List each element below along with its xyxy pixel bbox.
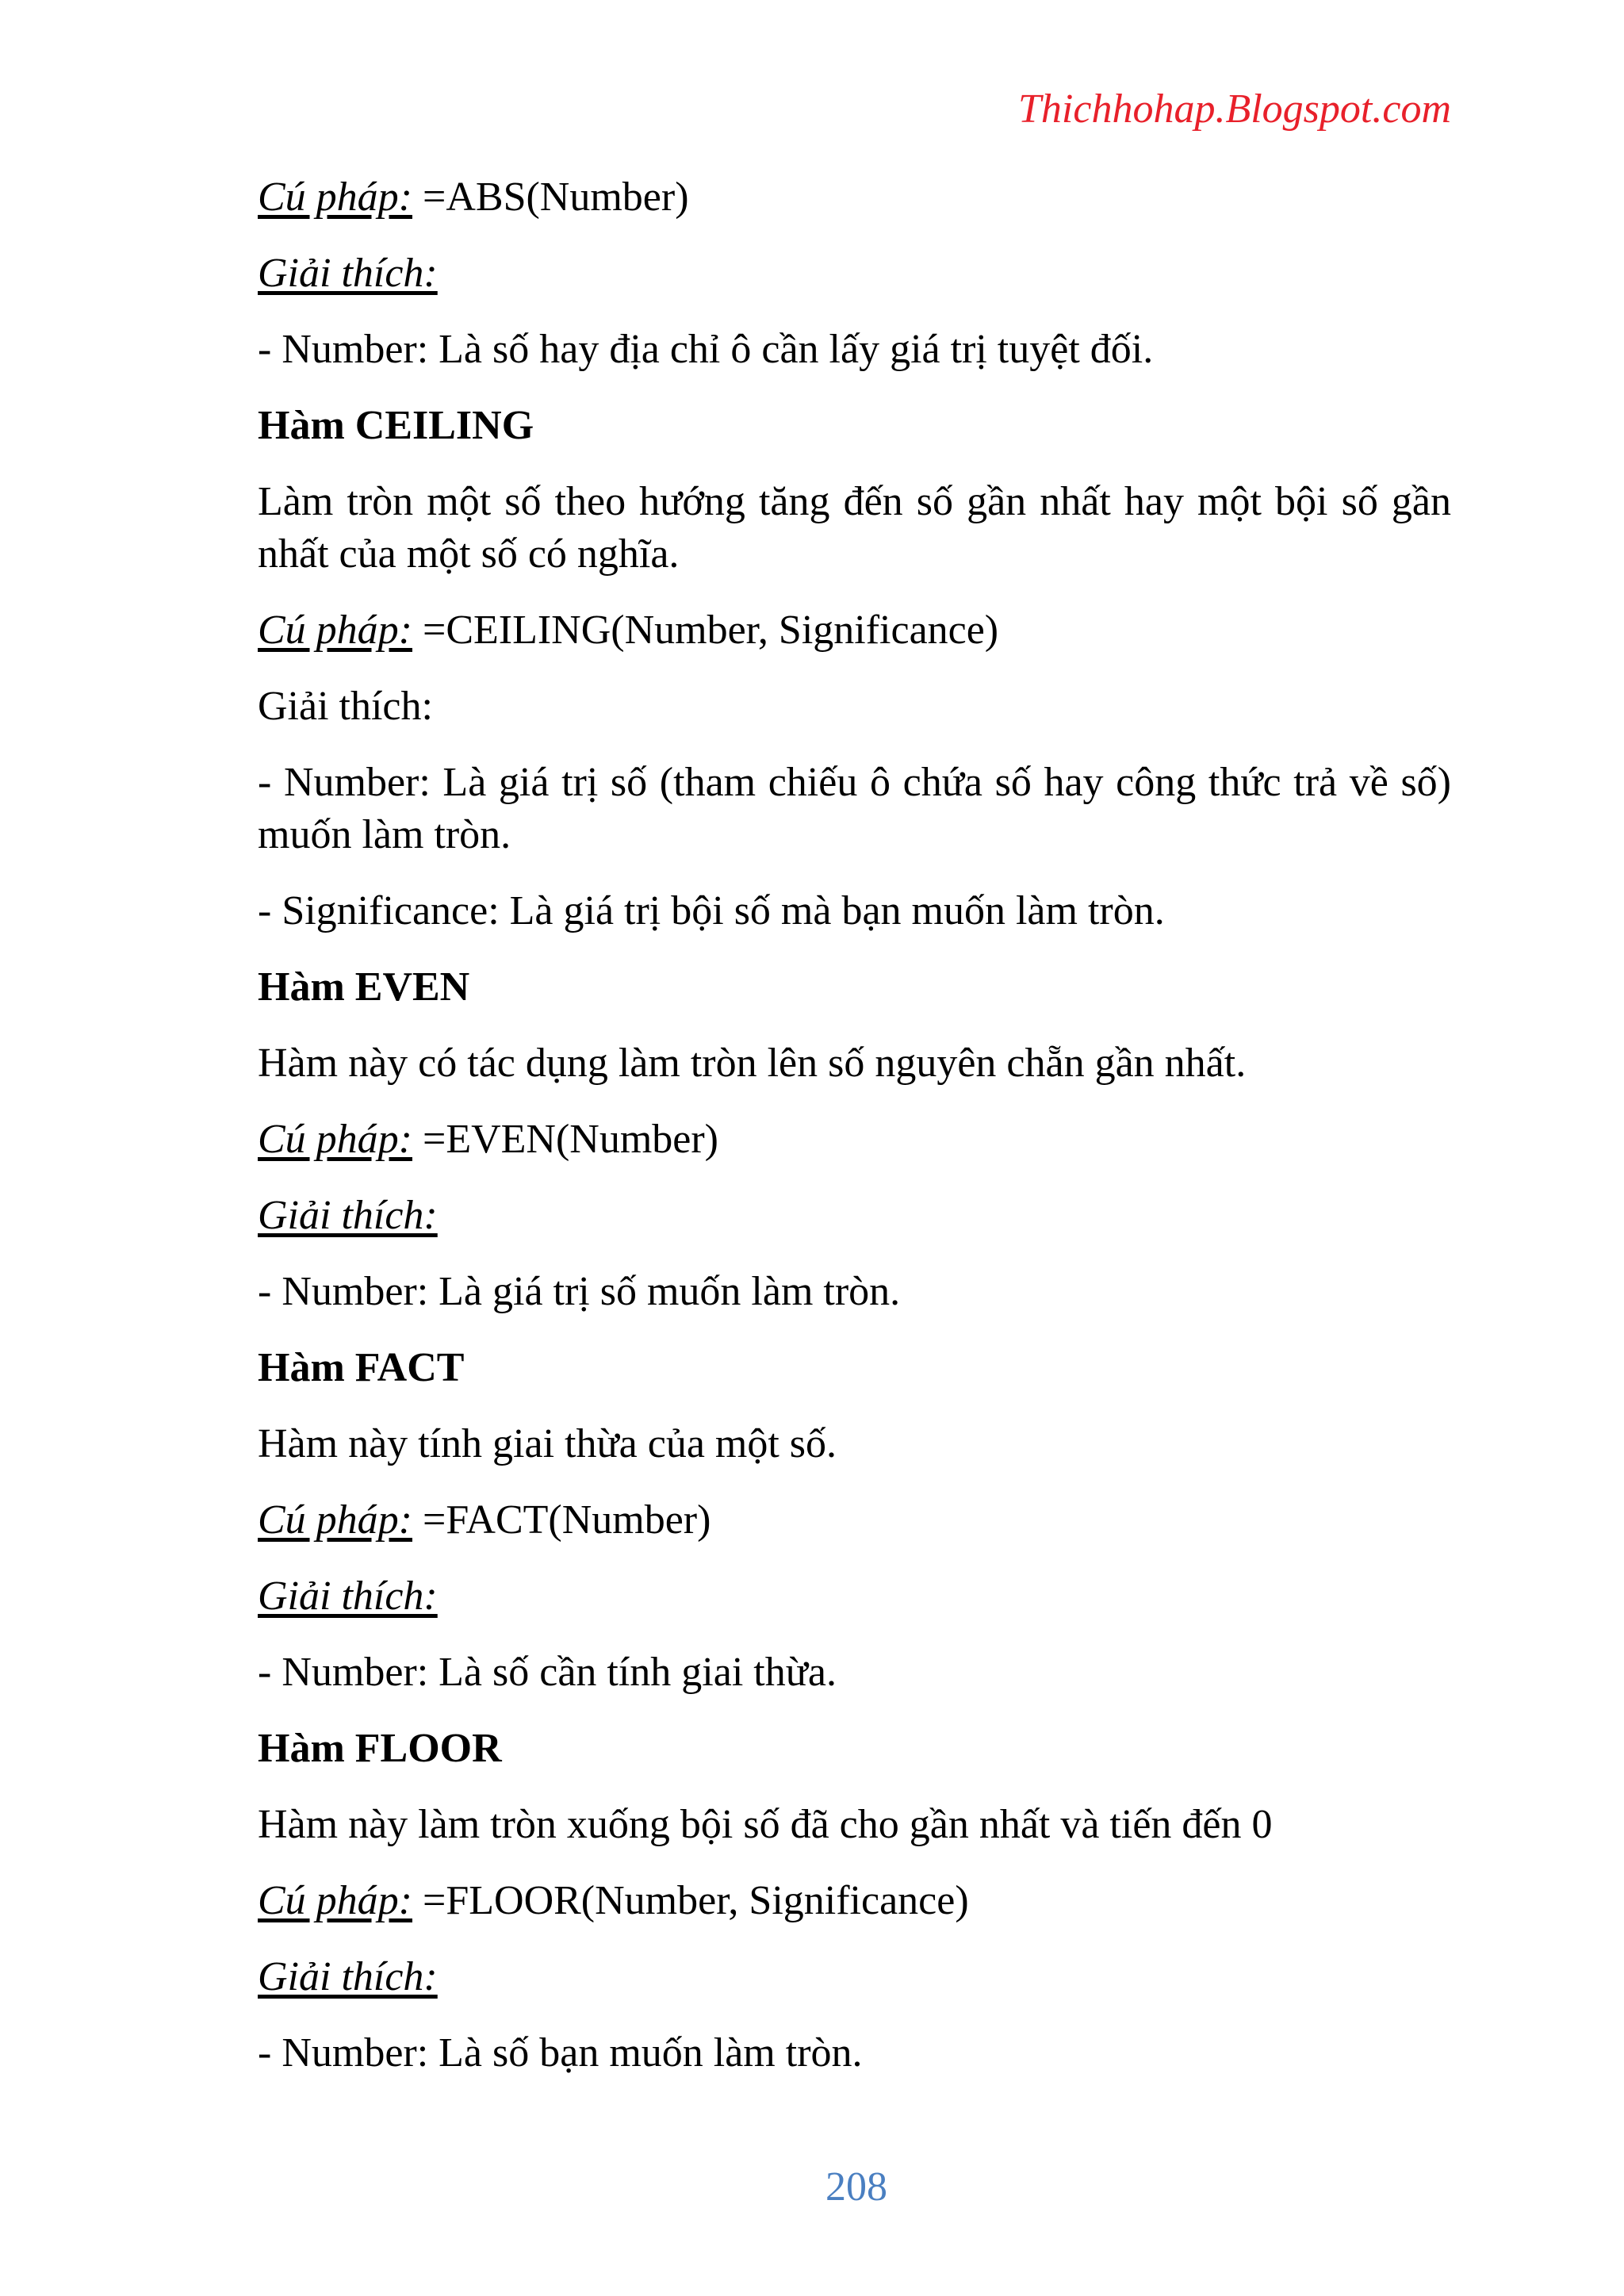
ceiling-syntax-line <box>258 604 1451 657</box>
section-heading-even: Hàm EVEN <box>258 964 470 1010</box>
ceiling-number-description: - Number: Là giá trị số (tham chiếu ô chứa số hay công thức trả về số) muốn làm tròn. <box>258 760 1451 857</box>
fact-syntax-line <box>258 1494 1451 1547</box>
explanation-label: Giải thích: <box>258 1193 438 1238</box>
syntax-label: Cú pháp: <box>258 1878 412 1923</box>
floor-number-description: - Number: Là số bạn muốn làm tròn. <box>258 2030 863 2076</box>
document-body <box>258 171 1451 2103</box>
syntax-label: Cú pháp: <box>258 174 412 220</box>
syntax-formula: =FLOOR(Number, Significance) <box>412 1878 969 1923</box>
page-number: 208 <box>825 2164 887 2210</box>
floor-description: Hàm này làm tròn xuống bội số đã cho gần nhất và tiến đến 0 <box>258 1802 1273 1847</box>
fact-explanation-label-line <box>258 1570 1451 1623</box>
ceiling-explanation-label: Giải thích: <box>258 684 433 729</box>
explanation-label: Giải thích: <box>258 1573 438 1619</box>
ceiling-description: Làm tròn một số theo hướng tăng đến số gần nhất hay một bội số gần nhất của một số có nghĩa. <box>258 479 1451 577</box>
syntax-formula: =CEILING(Number, Significance) <box>412 608 999 653</box>
abs-explanation-label-line <box>258 247 1451 300</box>
abs-syntax-line <box>258 171 1451 224</box>
abs-number-description: - Number: Là số hay địa chỉ ô cần lấy giá trị tuyệt đối. <box>258 327 1154 372</box>
header-site-link[interactable]: Thichhohap.Blogspot.com <box>1018 86 1451 132</box>
syntax-formula: =FACT(Number) <box>412 1497 711 1543</box>
section-heading-floor: Hàm FLOOR <box>258 1726 502 1771</box>
ceiling-significance-description: - Significance: Là giá trị bội số mà bạn muốn làm tròn. <box>258 888 1165 933</box>
syntax-formula: =EVEN(Number) <box>412 1117 718 1162</box>
fact-description: Hàm này tính giai thừa của một số. <box>258 1421 837 1466</box>
explanation-label: Giải thích: <box>258 1954 438 1999</box>
section-heading-fact: Hàm FACT <box>258 1345 465 1390</box>
even-number-description: - Number: Là giá trị số muốn làm tròn. <box>258 1269 901 1314</box>
explanation-label: Giải thích: <box>258 251 438 296</box>
syntax-formula: =ABS(Number) <box>412 174 689 220</box>
even-explanation-label-line <box>258 1190 1451 1242</box>
floor-syntax-line <box>258 1875 1451 1927</box>
even-description: Hàm này có tác dụng làm tròn lên số nguyên chẵn gần nhất. <box>258 1041 1247 1086</box>
floor-explanation-label-line <box>258 1951 1451 2003</box>
even-syntax-line <box>258 1114 1451 1166</box>
syntax-label: Cú pháp: <box>258 608 412 653</box>
syntax-label: Cú pháp: <box>258 1117 412 1162</box>
section-heading-ceiling: Hàm CEILING <box>258 403 534 448</box>
fact-number-description: - Number: Là số cần tính giai thừa. <box>258 1650 837 1695</box>
syntax-label: Cú pháp: <box>258 1497 412 1543</box>
